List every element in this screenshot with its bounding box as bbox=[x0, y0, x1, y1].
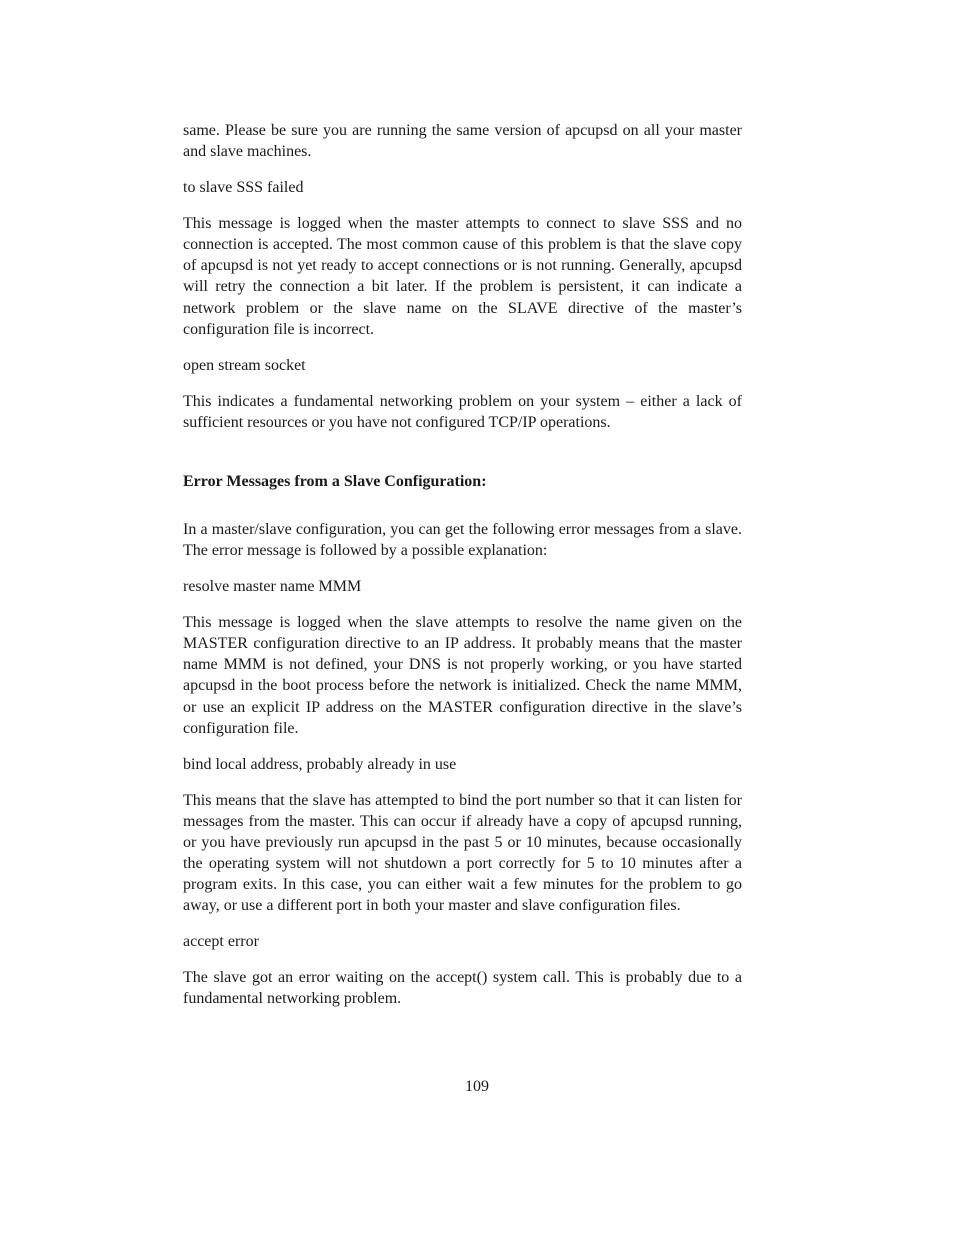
paragraph-accept: The slave got an error waiting on the accept() system call. This is probably due to a fundamental networking problem. bbox=[183, 969, 742, 1008]
error-message-stream-socket: open stream socket bbox=[183, 356, 306, 374]
page-number: 109 bbox=[465, 1078, 489, 1095]
error-message-slave-failed: to slave SSS failed bbox=[183, 179, 304, 197]
error-message-accept: accept error bbox=[183, 933, 259, 951]
page-body bbox=[183, 120, 742, 1009]
paragraph-bind: This means that the slave has attempted to bind the port number so that it can listen for messages from the master. This can occur if already have a copy of apcupsd running, or you have previously run apcupsd in the past 5 or 10 minutes, because occasionally the operating system will not shutdown a port correctly for 5 to 10 minutes after a program exits. In this case, you can either wait a few minutes for the problem to go away, or use a different port in both your master and slave configuration files. bbox=[183, 791, 742, 915]
paragraph-slave-failed: This message is logged when the master attempts to connect to slave SSS and no connection is accepted. The most common cause of this problem is that the slave copy of apcupsd is not yet ready to accept connections or is not running. Generally, apcupsd will retry the connection a bit later. If the problem is persistent, it can indicate a network problem or the slave name on the SLAVE directive of the master’s configuration file is incorrect. bbox=[183, 215, 742, 338]
paragraph-slave-intro: In a master/slave configuration, you can get the following error messages from a slave. The error message is followed by a possible explanation: bbox=[183, 520, 742, 560]
paragraph-intro: same. Please be sure you are running the same version of apcupsd on all your master and slave machines. bbox=[183, 122, 742, 161]
section-heading-slave-configuration: Error Messages from a Slave Configuration: bbox=[183, 472, 487, 490]
error-message-bind: bind local address, probably already in use bbox=[183, 755, 457, 773]
paragraph-resolve: This message is logged when the slave attempts to resolve the name given on the MASTER configuration directive to an IP address. It probably means that the master name MMM is not defined, your DNS is not properly working, or you have started apcupsd in the boot process before the network is initialized. Check the name MMM, or use an explicit IP address on the MASTER configuration directive in the slave’s configuration file. bbox=[183, 614, 742, 737]
error-message-resolve: resolve master name MMM bbox=[183, 578, 362, 596]
paragraph-stream-socket: This indicates a fundamental networking problem on your system – either a lack of sufficient resources or you have not configured TCP/IP operations. bbox=[183, 392, 742, 431]
